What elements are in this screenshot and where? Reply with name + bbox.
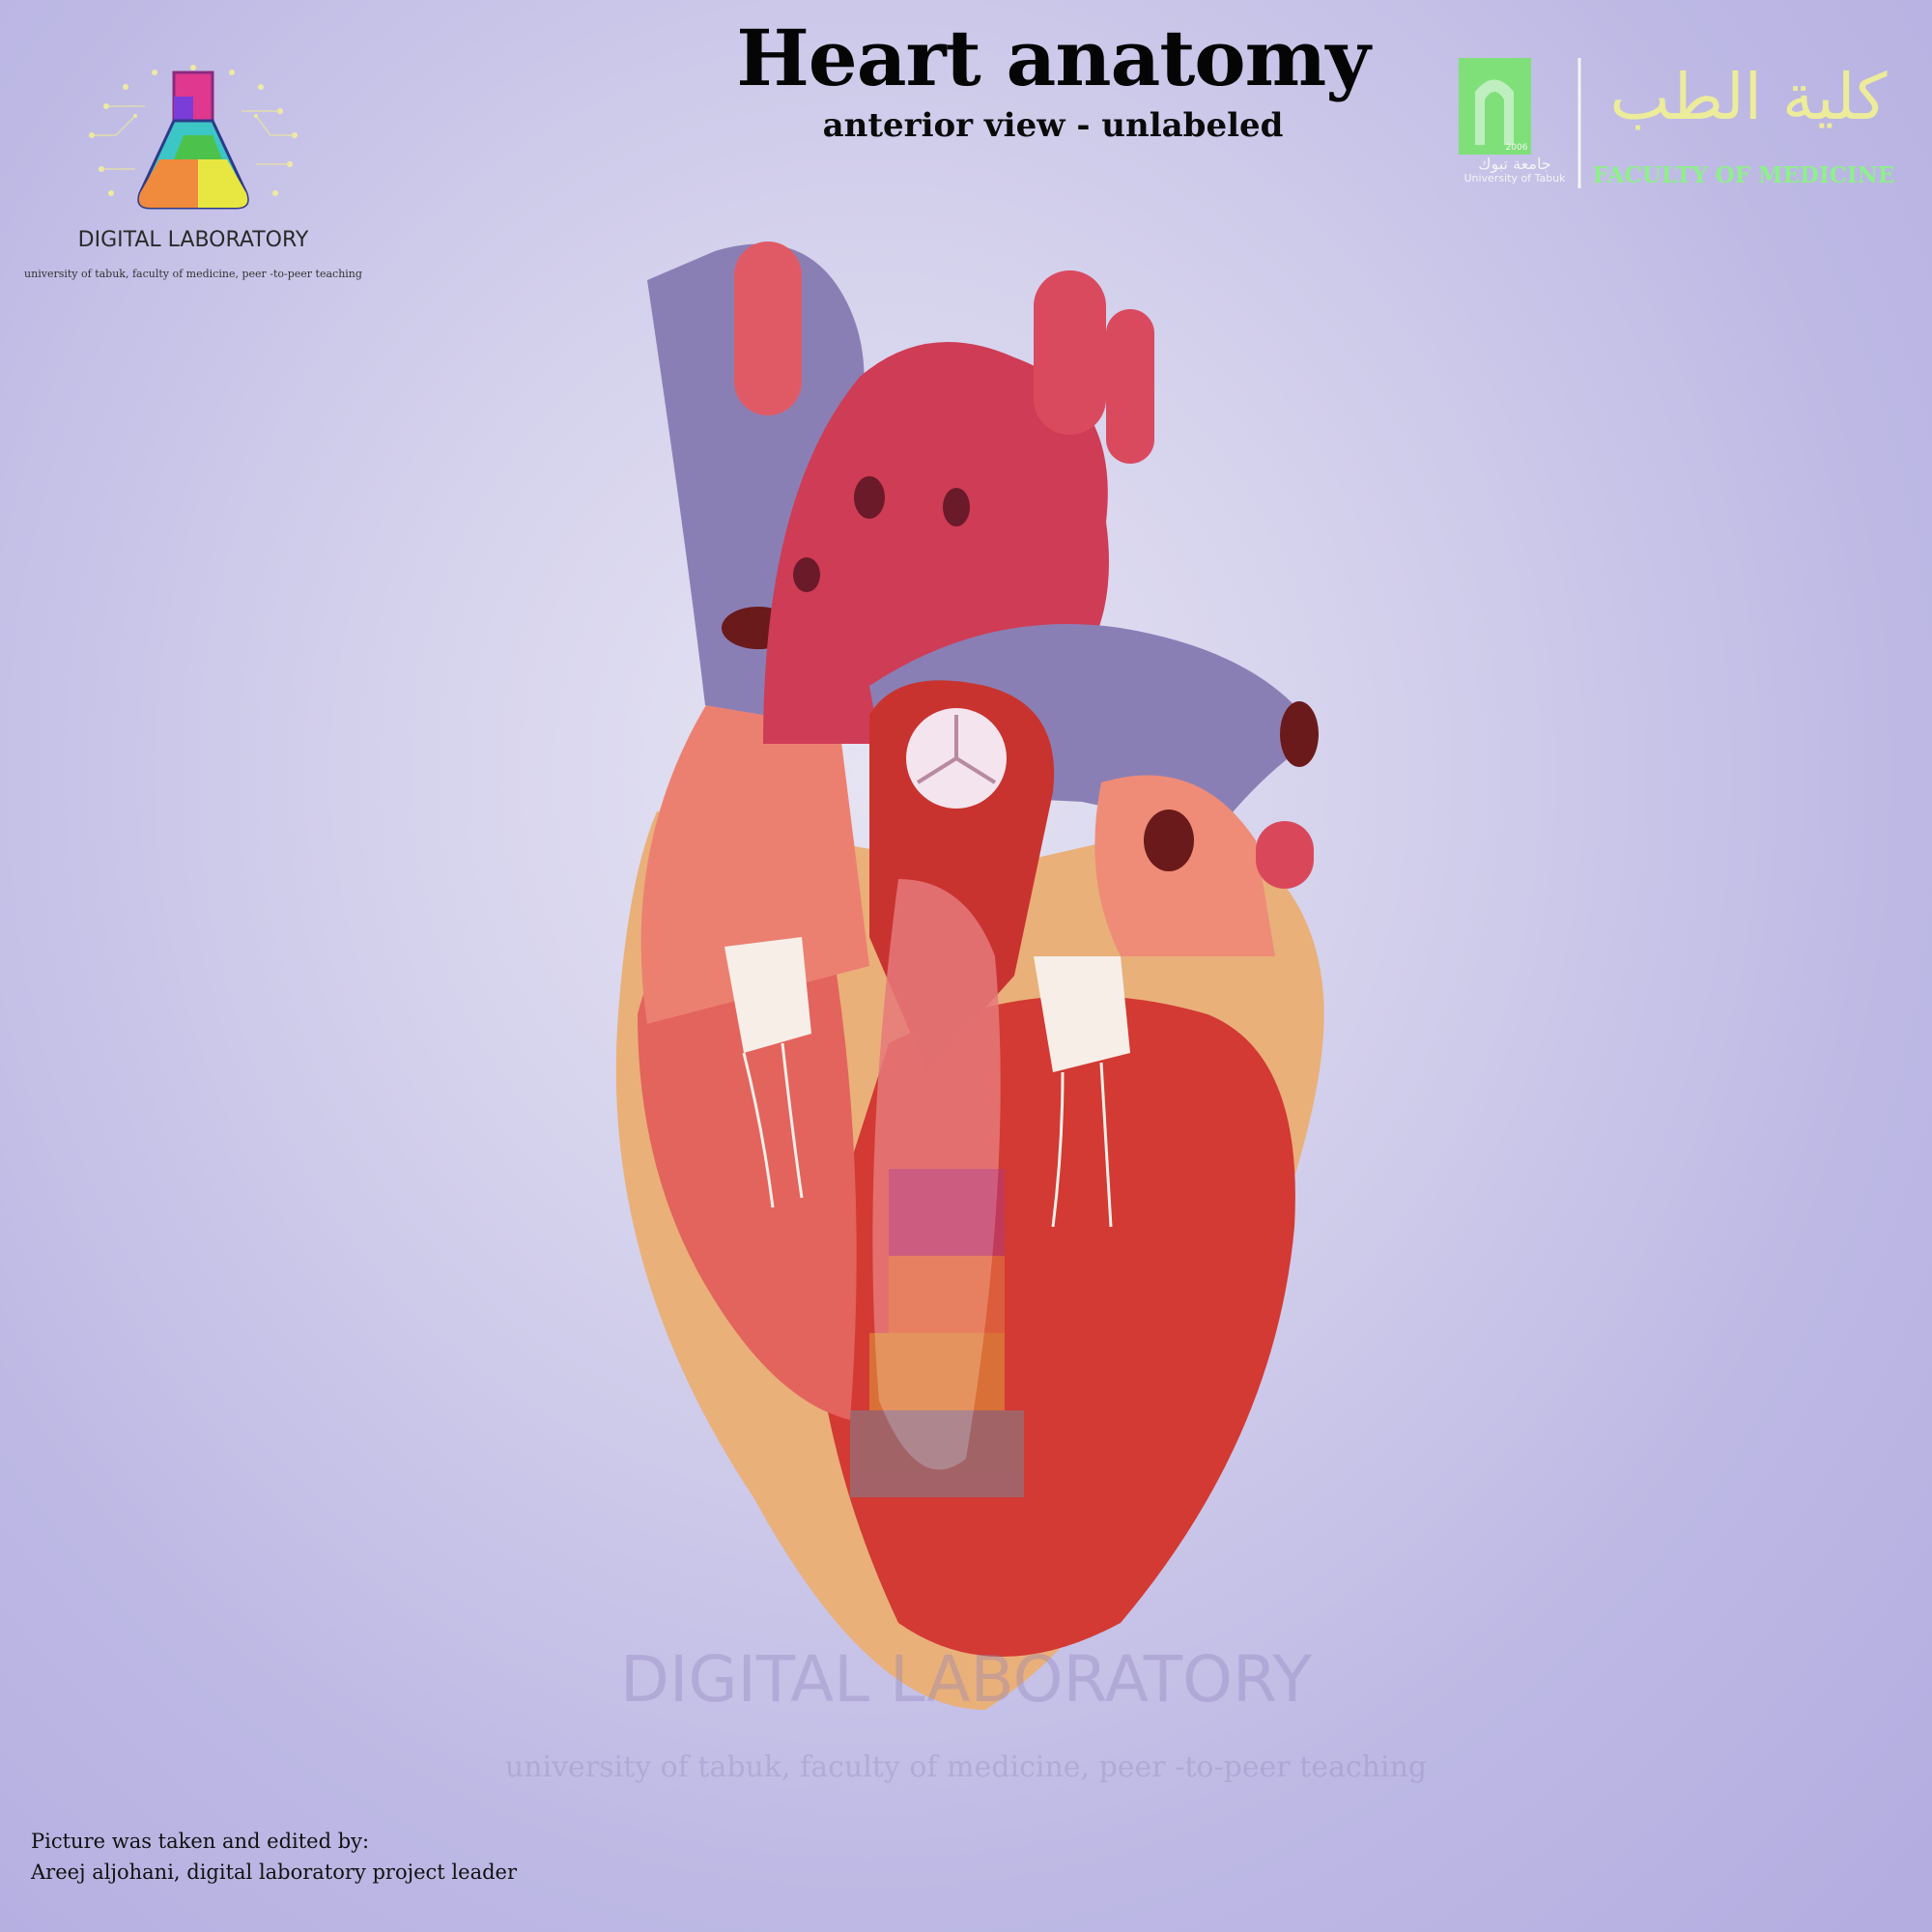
flask-icon	[139, 72, 248, 208]
lab-name: DIGITAL LABORATORY	[77, 228, 309, 252]
credit-line-2: Areej aljohani, digital laboratory project leader	[31, 1861, 517, 1884]
credit-line-1: Picture was taken and edited by:	[31, 1830, 370, 1853]
left-common-carotid	[1034, 270, 1106, 435]
watermark-tagline: university of tabuk, faculty of medicine, peer -to-peer teaching	[504, 1750, 1428, 1784]
left-atrium	[1094, 776, 1275, 957]
pulmonary-valve	[906, 708, 1007, 809]
university-year: 2006	[1505, 143, 1528, 153]
watermark-name: DIGITAL LABORATORY	[620, 1642, 1312, 1717]
brachiocephalic-artery	[734, 242, 802, 415]
digital-laboratory-logo	[29, 39, 357, 290]
title-block	[667, 10, 1439, 145]
page-subtitle: anterior view - unlabeled	[822, 106, 1284, 145]
university-name-arabic: جامعة تبوك	[1478, 155, 1551, 173]
university-name-english: University of Tabuk	[1463, 172, 1566, 185]
pulmonary-vein	[1256, 821, 1314, 889]
lab-tagline: university of tabuk, faculty of medicine, peer -to-peer teaching	[24, 268, 362, 280]
photo-credit	[31, 1826, 517, 1888]
heart-model-illustration	[580, 203, 1352, 1729]
page-title: Heart anatomy	[736, 13, 1370, 103]
faculty-name-english: FACULTY OF MEDICINE	[1592, 162, 1895, 188]
university-emblem-icon	[1459, 58, 1531, 155]
left-subclavian	[1106, 309, 1154, 464]
faculty-name-arabic: كلية الطب	[1609, 60, 1888, 134]
